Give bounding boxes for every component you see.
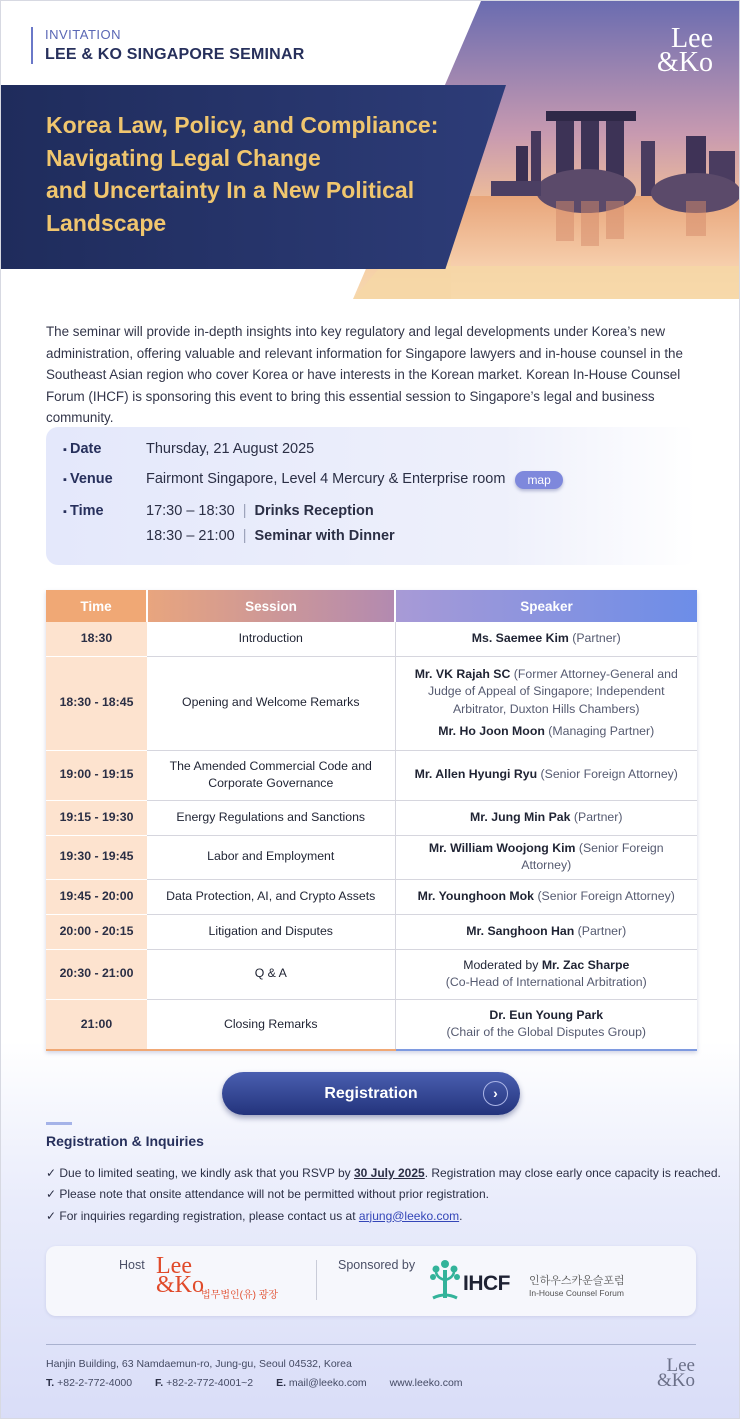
footer-tel: +82-2-772-4000 <box>57 1377 133 1389</box>
time-slot-2: 18:30 – 21:00 <box>146 528 235 544</box>
footer-website[interactable]: www.leeko.com <box>389 1377 463 1389</box>
col-session-header: Session <box>147 590 395 622</box>
table-row: 20:30 - 21:00 Q & A Moderated by Mr. Zac Sharpe (Co-Head of International Arbitration) <box>46 949 697 999</box>
footer-contacts: T. +82-2-772-4000 F. +82-2-772-4001~2 E. mail@leeko.com www.leeko.com <box>46 1377 463 1389</box>
seminar-name: LEE & KO SINGAPORE SEMINAR <box>45 46 305 63</box>
footer-logo: Lee &Ko <box>657 1355 695 1391</box>
chevron-right-icon: › <box>483 1081 508 1106</box>
map-button[interactable]: map <box>515 471 562 489</box>
table-row: 21:00 Closing Remarks Dr. Eun Young Park (Chair of the Global Disputes Group) <box>46 999 697 1050</box>
table-row: 18:30 Introduction Ms. Saemee Kim (Partner) <box>46 622 697 656</box>
date-value: Thursday, 21 August 2025 <box>146 441 315 457</box>
time-slot-2-desc: Seminar with Dinner <box>254 528 395 544</box>
col-time-header: Time <box>46 590 147 622</box>
ihcf-tree-icon <box>429 1258 461 1308</box>
list-item: ✓ For inquiries regarding registration, please contact us at arjung@leeko.com. <box>46 1206 721 1227</box>
inquiries-list <box>46 1163 721 1227</box>
section-accent-bar <box>46 1122 72 1125</box>
venue-row <box>63 471 563 489</box>
header-label <box>31 27 304 64</box>
host-label: Host <box>119 1258 145 1272</box>
footer-fax: +82-2-772-4001~2 <box>166 1377 254 1389</box>
table-row: 19:30 - 19:45 Labor and Employment Mr. William Woojong Kim (Senior Foreign Attorney) <box>46 835 697 879</box>
lee-ko-logo: Lee &Ko <box>657 23 713 78</box>
inquiries-title: Registration & Inquiries <box>46 1133 204 1149</box>
footer-divider <box>46 1344 696 1345</box>
table-row: 19:15 - 19:30 Energy Regulations and Sanctions Mr. Jung Min Pak (Partner) <box>46 800 697 835</box>
host-korean-name: 법무법인(유) 광장 <box>201 1290 279 1301</box>
time-slot-1-desc: Drinks Reception <box>254 503 374 519</box>
time-row: ▪ Time 17:30 – 18:30 | Drinks Reception <box>63 503 374 519</box>
venue-value: Fairmont Singapore, Level 4 Mercury & Enterprise room <box>146 471 506 487</box>
list-item: ✓ Due to limited seating, we kindly ask that you RSVP by 30 July 2025. Registration may close early once capacity is reached. <box>46 1163 721 1184</box>
sponsored-label: Sponsored by <box>338 1258 416 1272</box>
table-row: 19:45 - 20:00 Data Protection, AI, and Crypto Assets Mr. Younghoon Mok (Senior Foreign Attorney) <box>46 879 697 914</box>
venue-label: ▪ Venue <box>63 471 146 489</box>
agenda-table <box>46 590 697 1051</box>
invitation-label: INVITATION <box>45 27 122 42</box>
agenda-header-row <box>46 590 697 622</box>
sponsor-box <box>46 1246 696 1316</box>
contact-email-link[interactable]: arjung@leeko.com <box>358 1208 460 1223</box>
registration-button[interactable]: Registration › <box>222 1072 520 1115</box>
page-title: Korea Law, Policy, and Compliance: Navigating Legal Change and Uncertainty In a New Political Landscape <box>46 112 439 236</box>
list-item: ✓ Please note that onsite attendance will not be permitted without prior registration. <box>46 1184 721 1205</box>
time-slot-1: 17:30 – 18:30 <box>146 503 235 519</box>
date-label: ▪ Date <box>63 441 146 457</box>
host-logo: Lee &Ko <box>156 1253 204 1298</box>
date-row <box>63 441 314 457</box>
col-speaker-header: Speaker <box>395 590 697 622</box>
time-label: ▪ Time <box>63 503 146 519</box>
footer-email[interactable]: mail@leeko.com <box>288 1377 367 1389</box>
intro-paragraph: The seminar will provide in-depth insights into key regulatory and legal developments under Korea’s new administration, offering valuable and relevant information for Singapore lawyers and in-house counsel in the Southeast Asian region who cover Korea or have interests in the Korean market. Korean In-House Counsel Forum (IHCF) is sponsoring this event to bring this essential session to Singapore’s legal and business community. <box>46 324 683 425</box>
divider <box>316 1260 317 1300</box>
time-row-2: 18:30 – 21:00 | Seminar with Dinner <box>146 528 395 544</box>
table-row: 20:00 - 20:15 Litigation and Disputes Mr. Sanghoon Han (Partner) <box>46 914 697 949</box>
table-row: 19:00 - 19:15 The Amended Commercial Code and Corporate Governance Mr. Allen Hyungi Ryu (Senior Foreign Attorney) <box>46 750 697 800</box>
ihcf-english-name: In-House Counsel Forum <box>529 1288 624 1298</box>
ihcf-korean-name: 인하우스카운슬포럼 <box>529 1275 625 1287</box>
footer-address: Hanjin Building, 63 Namdaemun-ro, Jung-gu, Seoul 04532, Korea <box>46 1358 352 1370</box>
table-row: 18:30 - 18:45 Opening and Welcome Remarks Mr. VK Rajah SC (Former Attorney-General and Judge of Appeal of Singapore; Independent Arbitrator, Duxton Hills Chambers) Mr. Ho Joon Moon (Managing Partner) <box>46 656 697 750</box>
ihcf-logo-text: IHCF <box>463 1272 510 1295</box>
event-info-box <box>46 427 696 565</box>
